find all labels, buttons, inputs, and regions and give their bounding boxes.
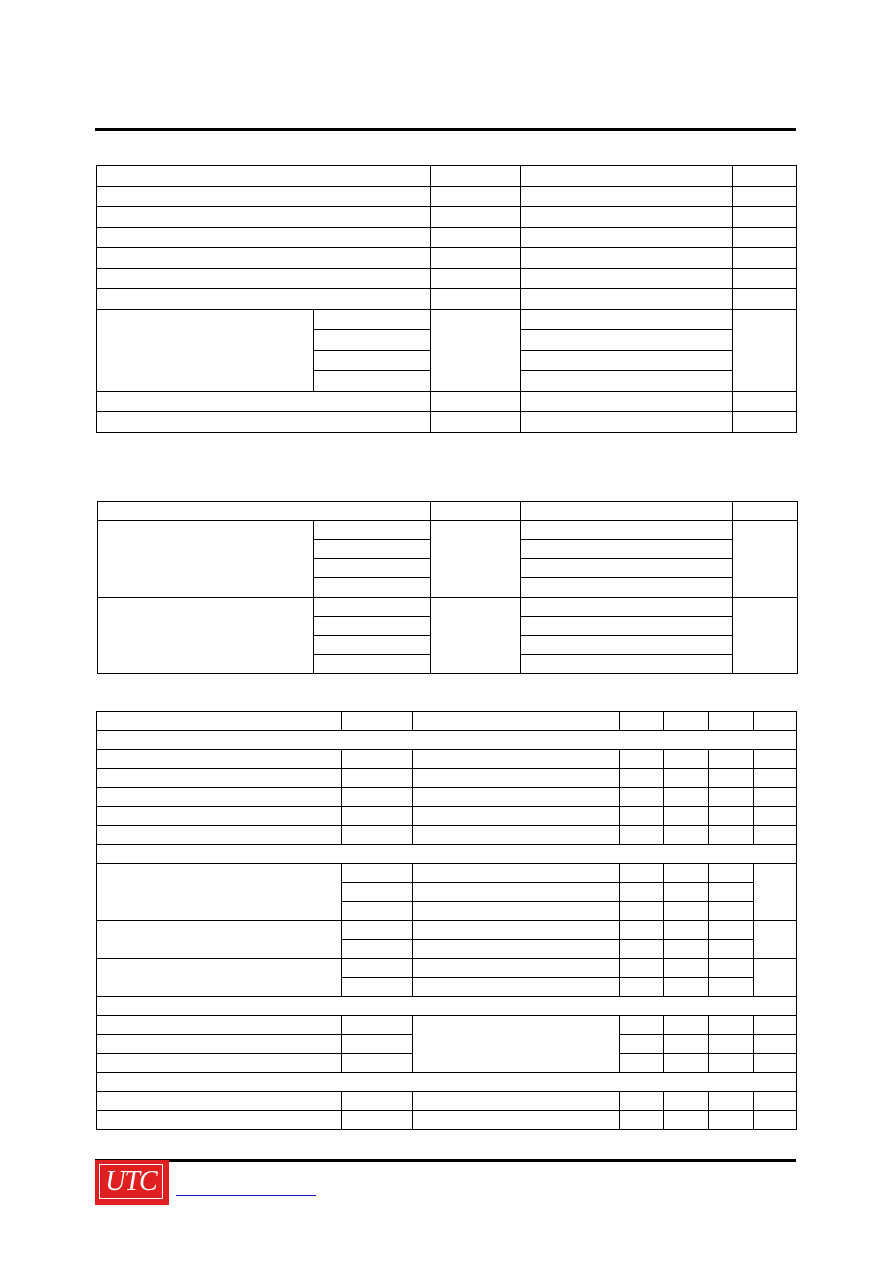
table-row — [97, 227, 797, 248]
footer-rule — [95, 1159, 796, 1162]
table-row — [97, 864, 797, 883]
table-row — [97, 750, 797, 769]
table-row — [98, 502, 798, 521]
table-row — [98, 597, 798, 616]
utc-logo — [95, 1160, 169, 1205]
table-row — [97, 807, 797, 826]
table-row — [97, 921, 797, 940]
table-row — [97, 289, 797, 310]
table-row — [97, 826, 797, 845]
table-row — [97, 959, 797, 978]
table-row — [97, 788, 797, 807]
table-row — [97, 391, 797, 412]
table-row — [97, 207, 797, 228]
section-row — [97, 845, 797, 864]
electrical-table — [96, 711, 797, 1130]
table-row — [97, 166, 797, 187]
ratings-table — [96, 165, 797, 433]
table-row — [97, 712, 797, 731]
table-row — [97, 248, 797, 269]
utc-logo-text: UTC — [99, 1164, 163, 1199]
table-row — [97, 769, 797, 788]
table-row — [97, 268, 797, 289]
section-row — [97, 731, 797, 750]
table-row — [97, 186, 797, 207]
section-row — [97, 1073, 797, 1092]
table-row — [97, 1092, 797, 1111]
table-row — [97, 309, 797, 330]
section-row — [97, 997, 797, 1016]
website-link[interactable] — [176, 1195, 316, 1196]
table-row — [97, 1111, 797, 1130]
table-row — [97, 412, 797, 433]
header-rule — [95, 128, 796, 131]
thermal-table — [97, 501, 798, 674]
table-row — [98, 521, 798, 540]
table-row — [97, 1016, 797, 1035]
